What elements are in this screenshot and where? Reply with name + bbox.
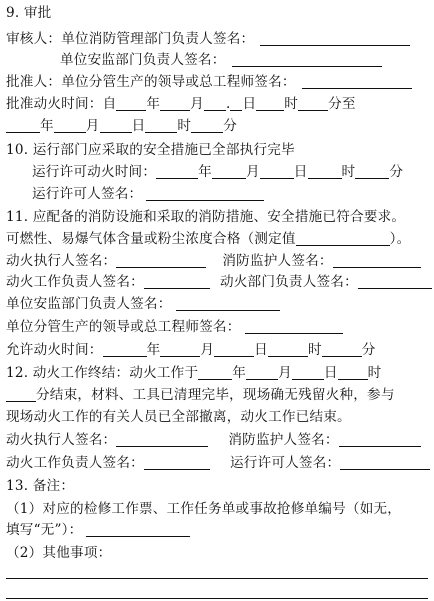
allow-time-label: 允许动火时间：: [6, 342, 103, 358]
reviewer-fire-signature-field[interactable]: [260, 31, 410, 46]
permit-year-field[interactable]: [156, 164, 198, 179]
approve-from-day-gap-field[interactable]: [204, 96, 226, 111]
section-11-heading: [6, 208, 430, 226]
s12-permit-person-label: 运行许可人签名：: [229, 455, 341, 471]
permit-person-row: [32, 185, 430, 203]
approver-label: 批准人：: [6, 74, 62, 90]
permit-minute-field[interactable]: [355, 164, 389, 179]
end-minute-field[interactable]: [6, 387, 36, 402]
dot-mark: .: [225, 96, 231, 112]
safety-leader-signature-field[interactable]: [176, 296, 280, 311]
s12-permit-person-signature-field[interactable]: [340, 455, 430, 470]
gas-measured-value-field[interactable]: [296, 231, 390, 246]
executor-guard-row: [6, 252, 430, 270]
month-label: 月: [278, 365, 292, 381]
permit-day-field[interactable]: [260, 164, 294, 179]
reviewer-safety-row: [60, 51, 430, 69]
section-9-title: 9. 审批: [6, 5, 52, 21]
work-leader-label: 动火工作负责人签名：: [6, 274, 144, 290]
section-12-line-2: [6, 386, 430, 404]
dept-leader-signature-field[interactable]: [358, 274, 432, 289]
end-day-field[interactable]: [292, 365, 324, 380]
approver-row: [6, 73, 430, 91]
executor-label: 动火执行人签名：: [6, 253, 117, 269]
section-10-heading: [6, 141, 430, 159]
safety-leader-row: [6, 295, 430, 313]
day-label: 日: [323, 365, 338, 381]
section-11-title: 11. 应配备的消防设施和采取的消防措施、安全措施已符合要求。: [6, 209, 406, 225]
reviewer-label: 审核人：: [6, 31, 62, 47]
permit-person-signature-field[interactable]: [146, 186, 264, 201]
section-12-title: 12. 动火工作终结：动火工作于: [6, 365, 199, 381]
permit-month-field[interactable]: [212, 164, 246, 179]
approver-signature-field[interactable]: [302, 74, 412, 89]
month-label: 月: [245, 164, 260, 180]
other-matters-line-2[interactable]: [6, 598, 428, 599]
s12-executor-guard-row: [6, 431, 430, 449]
reviewer-fire-row: [6, 30, 430, 48]
fire-guard-signature-field[interactable]: [333, 253, 421, 268]
approve-to-minute-field[interactable]: [191, 118, 223, 133]
leaders-row: [6, 273, 430, 291]
permit-hour-field[interactable]: [308, 164, 342, 179]
gas-test-row: [6, 230, 430, 248]
approve-from-hour-field[interactable]: [256, 96, 284, 111]
hour-label: 时: [341, 164, 356, 180]
s12-work-leader-label: 动火工作负责人签名：: [6, 455, 144, 471]
year-label: 年: [146, 342, 161, 358]
reviewer-safety-signature-field[interactable]: [232, 52, 382, 67]
allow-year-field[interactable]: [103, 342, 147, 357]
allow-minute-field[interactable]: [322, 342, 362, 357]
section-12-heading: [6, 364, 430, 382]
hour-label: 时: [284, 96, 299, 112]
end-hour-field[interactable]: [338, 365, 368, 380]
remark-item-1-fill-label: 填写“无”）：: [6, 522, 83, 538]
approve-from-month-field[interactable]: [160, 96, 190, 111]
s12-work-leader-signature-field[interactable]: [144, 455, 210, 470]
approver-text: 单位分管生产的领导或总工程师签名：: [61, 74, 296, 90]
approve-to-hour-field[interactable]: [145, 118, 177, 133]
month-label: 月: [190, 96, 204, 112]
approve-time-row-2: [6, 117, 430, 135]
permit-person-label: 运行许可人签名：: [32, 186, 143, 202]
year-label: 年: [146, 96, 161, 112]
prod-leader-signature-field[interactable]: [245, 319, 343, 334]
remark-item-1: [6, 500, 430, 518]
remark-item-1-cont: [6, 521, 430, 539]
approve-to-day-field[interactable]: [100, 118, 132, 133]
ticket-number-field[interactable]: [86, 522, 190, 537]
allow-hour-field[interactable]: [268, 342, 308, 357]
minute-label: 分: [389, 164, 404, 180]
remark-item-1-text: （1）对应的检修工作票、工作任务单或事故抢修单编号（如无，: [6, 501, 402, 517]
work-leader-signature-field[interactable]: [144, 274, 210, 289]
s12-fire-guard-signature-field[interactable]: [339, 432, 421, 447]
approve-to-year-field[interactable]: [6, 118, 40, 133]
allow-day-field[interactable]: [214, 342, 254, 357]
month-label: 月: [85, 118, 100, 134]
end-month-field[interactable]: [246, 365, 278, 380]
section-12-text-b: 分结束，材料、工具已清理完毕，现场确无残留火种，参与: [36, 387, 395, 403]
hour-label: 时: [367, 365, 382, 381]
day-label: 日: [242, 96, 257, 112]
permit-time-label: 运行许可动火时间：: [32, 164, 157, 180]
approve-to-month-field[interactable]: [54, 118, 86, 133]
permit-time-row: [32, 163, 430, 181]
other-matters-line-1[interactable]: [6, 578, 428, 579]
minute-label: 分: [223, 118, 237, 134]
section-10-title: 10. 运行部门应采取的安全措施已全部执行完毕: [6, 142, 295, 158]
prod-leader-row: [6, 318, 430, 336]
approve-time-label: 批准动火时间：: [6, 96, 103, 112]
year-label: 年: [232, 365, 247, 381]
minute-label: 分: [361, 342, 376, 358]
reviewer-safety-label: 单位安监部门负责人签名：: [60, 52, 226, 68]
remark-item-2-text: （2）其他事项：: [6, 545, 112, 561]
month-label: 月: [200, 342, 215, 358]
allow-month-field[interactable]: [160, 342, 200, 357]
remark-item-2: [6, 544, 430, 562]
gas-test-close: ）。: [389, 231, 411, 247]
section-9-heading: [6, 4, 430, 22]
prod-leader-label: 单位分管生产的领导或总工程师签名：: [6, 319, 241, 335]
gas-test-label: 可燃性、易爆气体含量或粉尘浓度合格（测定值: [6, 231, 296, 247]
s12-leader-permit-row: [6, 454, 430, 472]
approve-from-year-field[interactable]: [116, 96, 146, 111]
year-label: 年: [198, 164, 212, 180]
section-12-text-c: 现场动火工作的有关人员已全部撤离，动火工作已结束。: [6, 409, 351, 425]
approve-from-day-field[interactable]: [230, 96, 242, 111]
hour-label: 时: [177, 118, 192, 134]
year-label: 年: [40, 118, 54, 134]
day-label: 日: [131, 118, 146, 134]
safety-leader-label: 单位安监部门负责人签名：: [6, 296, 172, 312]
s12-executor-label: 动火执行人签名：: [6, 432, 117, 448]
approve-time-row: [6, 95, 430, 113]
s12-executor-signature-field[interactable]: [116, 432, 208, 447]
minute-to-label: 分至: [328, 96, 356, 112]
fire-guard-label: 消防监护人签名：: [222, 253, 333, 269]
approve-from-minute-field[interactable]: [298, 96, 328, 111]
section-13-heading: [6, 477, 430, 495]
end-year-field[interactable]: [198, 365, 232, 380]
hour-label: 时: [307, 342, 322, 358]
section-12-line-3: [6, 408, 430, 426]
from-label: 自: [102, 96, 117, 112]
dept-leader-label: 动火部门负责人签名：: [219, 274, 358, 290]
reviewer-fire-label: 单位消防管理部门负责人签名：: [61, 31, 255, 47]
section-13-title: 13. 备注：: [6, 478, 75, 494]
allow-time-row: [6, 341, 430, 359]
executor-signature-field[interactable]: [116, 253, 206, 268]
day-label: 日: [293, 164, 308, 180]
s12-fire-guard-label: 消防监护人签名：: [228, 432, 339, 448]
day-label: 日: [254, 342, 268, 358]
